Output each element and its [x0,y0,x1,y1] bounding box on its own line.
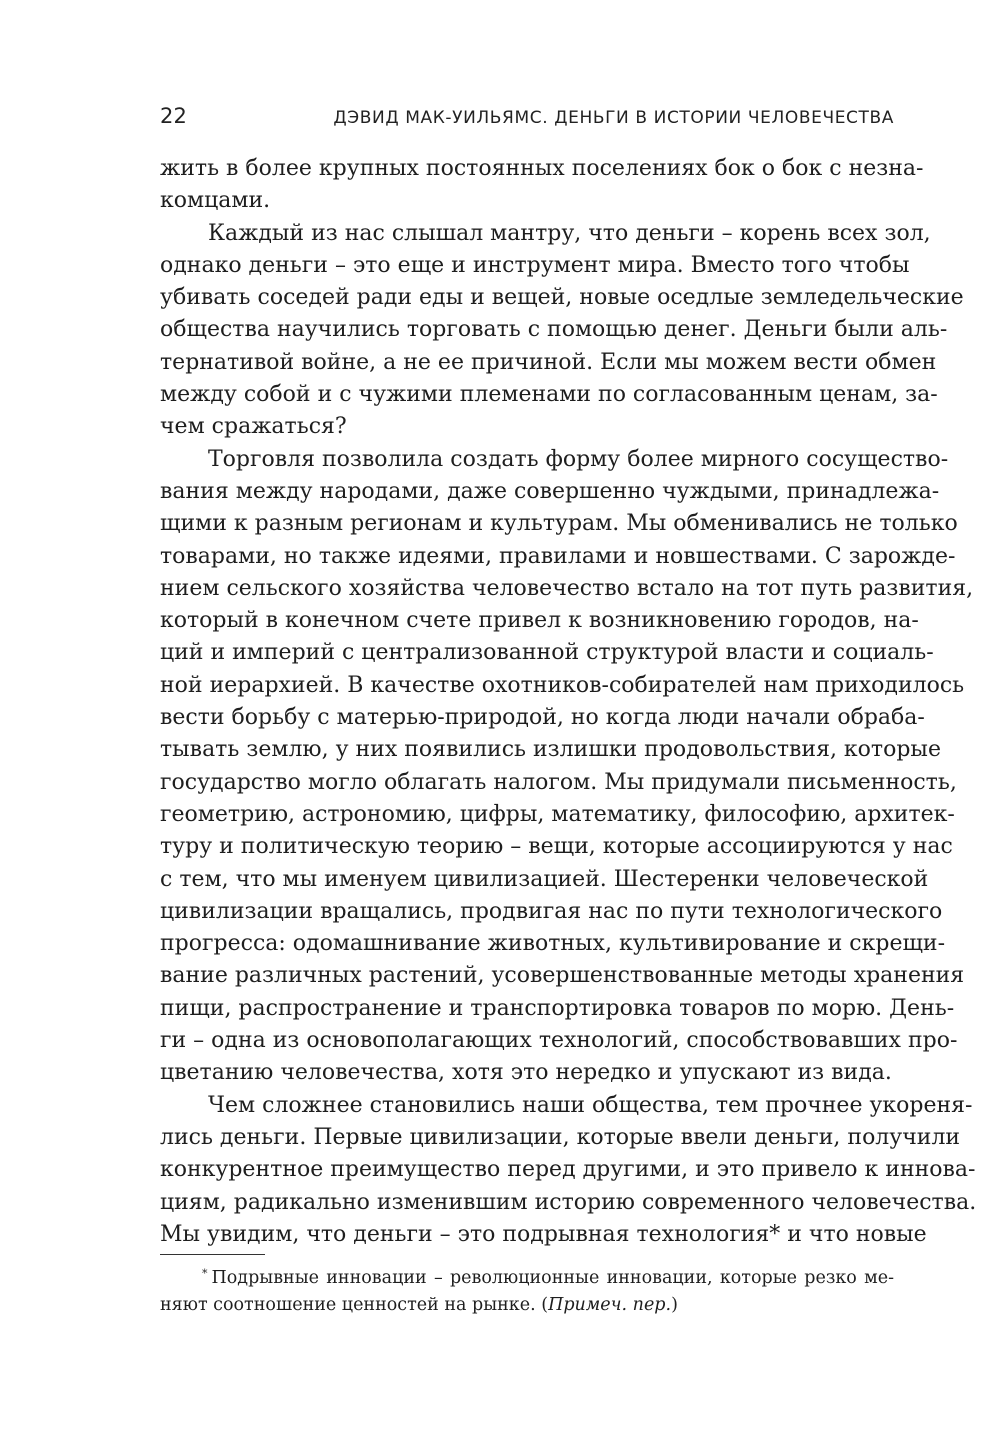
text-line: товарами, но также идеями, правилами и новшествами. С зарожде- [160,543,956,569]
footnote-divider [160,1254,265,1255]
footnote-term: Подрывные инновации [211,1268,427,1288]
text-line: лись деньги. Первые цивилизации, которые ввели деньги, получили [160,1124,961,1150]
text-line: конкурентное преимущество перед другими, и это привело к иннова- [160,1157,976,1183]
paragraph [160,444,974,1090]
text-line: с тем, что мы именуем цивилизацией. Шестеренки человеческой [160,866,929,892]
text-line: цветанию человечества, хотя это нередко и упускают из вида. [160,1060,892,1086]
text-line: Мы увидим, что деньги – это подрывная технология* и что новые [160,1221,927,1247]
page-number: 22 [160,104,188,128]
text-line: Чем сложнее становились наши общества, тем прочнее укореня- [208,1092,973,1118]
text-line: прогресса: одомашнивание животных, культивирование и скрещи- [160,931,946,957]
text-line: жить в более крупных постоянных поселениях бок о бок с незна- [160,156,924,181]
text-line: геометрию, астрономию, цифры, математику, философию, архитек- [160,801,955,827]
text-line: нием сельского хозяйства человечество встало на тот путь развития, [160,575,974,601]
text-line: циям, радикально изменившим историю современного человечества. [160,1189,977,1215]
text-line: вания между народами, даже совершенно чуждыми, принадлежа- [160,478,940,504]
body-text [160,153,977,1251]
footnote-text: – революционные инновации, которые резко ме- [426,1268,894,1288]
text-line: пищи, распространение и транспортировка товаров по морю. День- [160,995,955,1021]
text-line: ций и империй с централизованной структурой власти и социаль- [160,640,934,666]
text-line: Торговля позволила создать форму более мирного сосущество- [208,446,949,472]
paragraph [160,153,924,218]
text-line: между собой и с чужими племенами по согласованным ценам, за- [160,382,938,408]
footnote-text: ) [671,1295,678,1315]
text-line: который в конечном счете привел к возникновению городов, на- [160,608,919,634]
paragraph [160,1090,977,1251]
footnote-line [160,1292,894,1319]
text-line: комцами. [160,188,271,214]
translator-note: Примеч. пер. [548,1295,672,1315]
text-line: общества научились торговать с помощью денег. Деньги были аль- [160,317,948,343]
text-line: цивилизации вращались, продвигая нас по пути технологического [160,898,943,924]
paragraph [160,218,964,444]
footnote-marker: * [202,1267,208,1280]
text-line: щими к разным регионам и культурам. Мы обменивались не только [160,511,958,537]
text-line: туру и политическую теорию – вещи, которые ассоциируются у нас [160,834,953,860]
text-line: тывать землю, у них появились излишки продовольствия, которые [160,737,941,763]
text-line: ной иерархией. В качестве охотников-собирателей нам приходилось [160,672,965,698]
footnote [160,1260,894,1319]
running-header [160,104,894,132]
footnote-line [160,1260,894,1292]
text-line: вести борьбу с матерью-природой, но когда люди начали обраба- [160,705,925,731]
text-line: ги – одна из основополагающих технологий, способствовавших про- [160,1028,958,1054]
text-line: вание различных растений, усовершенствованные методы хранения [160,963,965,989]
text-line: убивать соседей ради еды и вещей, новые оседлые земледельческие [160,285,964,311]
text-line: однако деньги – это еще и инструмент мира. Вместо того чтобы [160,252,910,278]
text-line: Каждый из нас слышал мантру, что деньги – корень всех зол, [208,220,931,246]
running-title: ДЭВИД МАК-УИЛЬЯМС. ДЕНЬГИ В ИСТОРИИ ЧЕЛОВЕЧЕСТВА [333,108,894,128]
text-line: чем сражаться? [160,414,347,440]
text-line: тернативой войне, а не ее причиной. Если мы можем вести обмен [160,349,937,375]
footnote-text: няют соотношение ценностей на рынке. ( [160,1295,549,1315]
text-line: государство могло облагать налогом. Мы придумали письменность, [160,769,957,795]
